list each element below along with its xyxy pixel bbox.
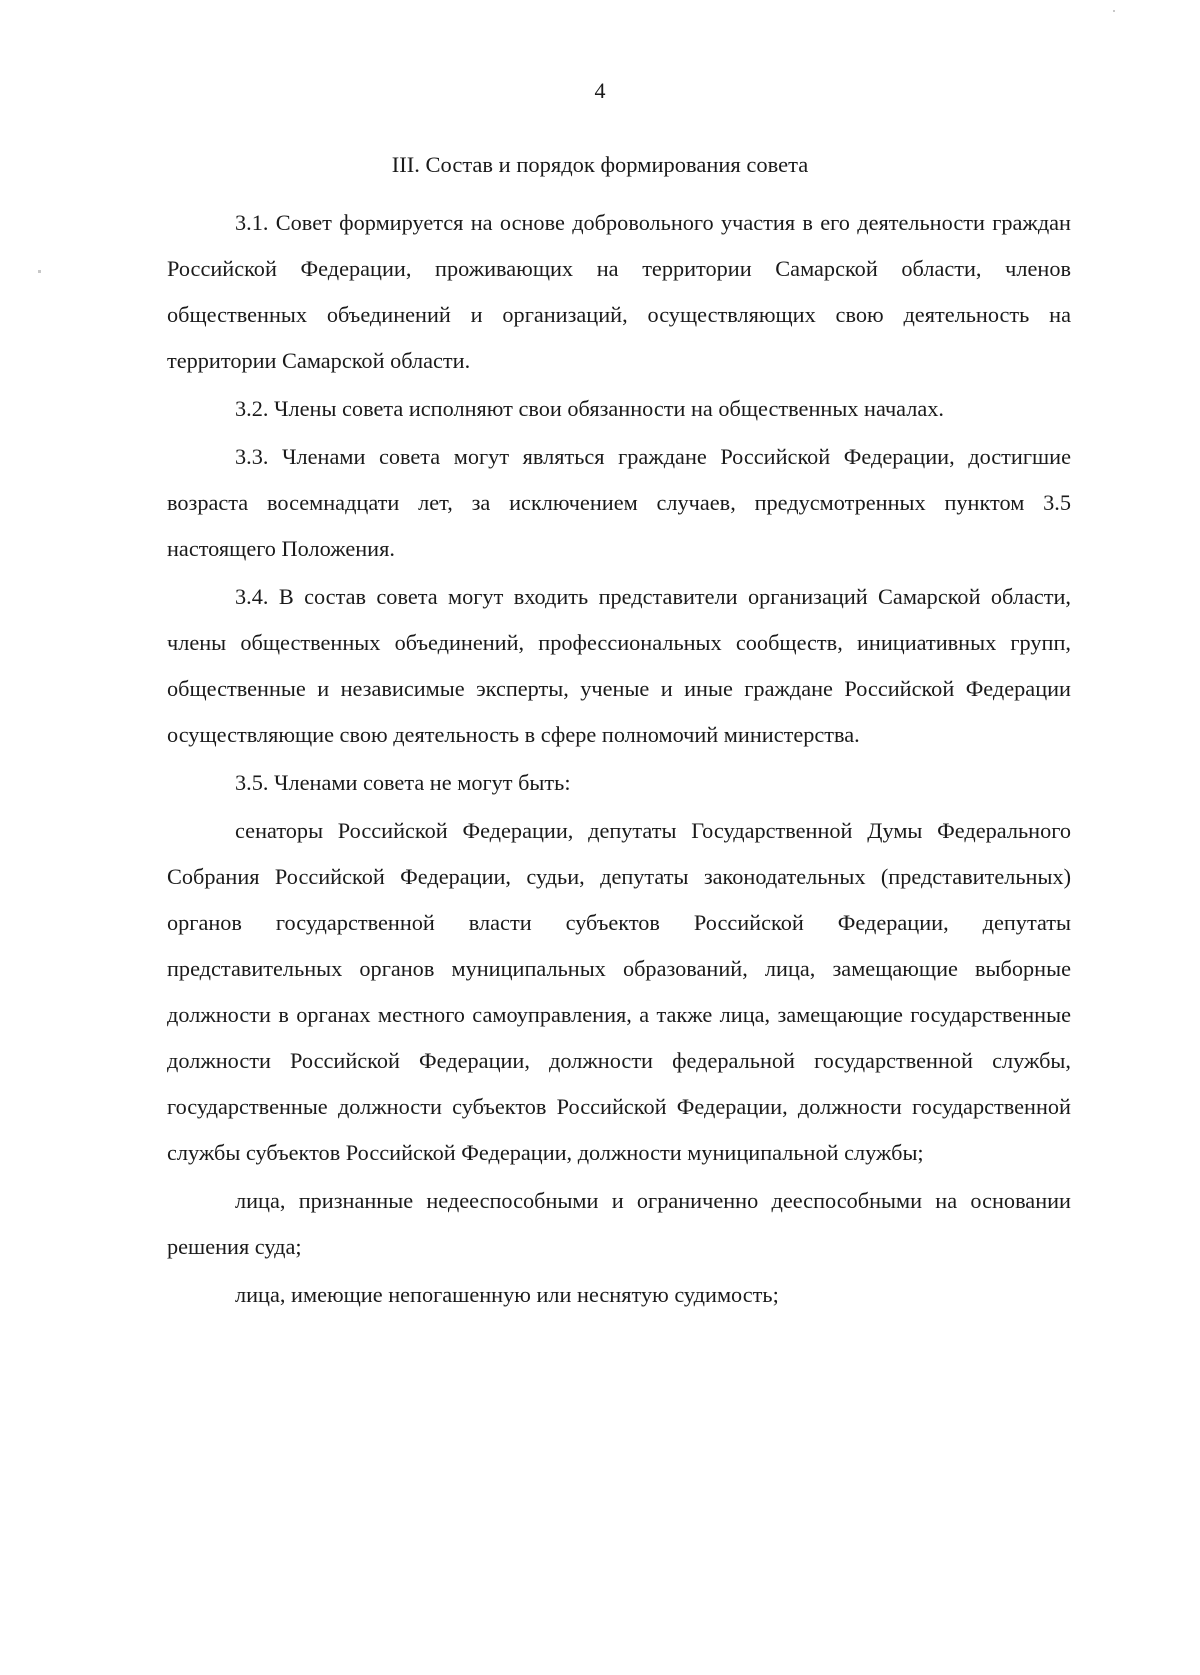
- page-number: 4: [594, 78, 606, 103]
- paragraph-3-2: 3.2. Члены совета исполняют свои обязанности на общественных началах.: [235, 396, 945, 421]
- scan-speck: [1113, 10, 1115, 12]
- section-title: III. Состав и порядок формирования совета: [391, 152, 809, 177]
- list-item-officials: сенаторы Российской Федерации, депутаты Государственной Думы Федерального Собрания Российской Федерации, судьи, депутаты законодательных (представительных) органов государственной власти субъектов Российской Федерации, депутаты представительных органов муниципальных образований, лица, замещающие выборные должности в органах местного самоуправления, а также лица, замещающие государственные должности Российской Федерации, должности федеральной государственной службы, государственные должности субъектов Российской Федерации, должности государственной службы субъектов Российской Федерации, должности муниципальной службы;: [167, 818, 1071, 1165]
- document-body: [167, 200, 1071, 1318]
- paragraph-3-5: 3.5. Членами совета не могут быть:: [235, 770, 571, 795]
- list-item-incapacitated: лица, признанные недееспособными и ограниченно дееспособными на основании решения суда;: [167, 1188, 1071, 1259]
- list-item-convicted: лица, имеющие непогашенную или неснятую судимость;: [235, 1282, 779, 1307]
- scan-speck: [38, 270, 41, 273]
- paragraph-3-1: 3.1. Совет формируется на основе добровольного участия в его деятельности граждан Российской Федерации, проживающих на территории Самарской области, членов общественных объединений и организаций, осуществляющих свою деятельность на территории Самарской области.: [167, 210, 1071, 373]
- paragraph-3-3: 3.3. Членами совета могут являться граждане Российской Федерации, достигшие возраста восемнадцати лет, за исключением случаев, предусмотренных пунктом 3.5 настоящего Положения.: [167, 444, 1071, 561]
- paragraph-3-4: 3.4. В состав совета могут входить представители организаций Самарской области, члены общественных объединений, профессиональных сообществ, инициативных групп, общественные и независимые эксперты, ученые и иные граждане Российской Федерации осуществляющие свою деятельность в сфере полномочий министерства.: [167, 584, 1071, 747]
